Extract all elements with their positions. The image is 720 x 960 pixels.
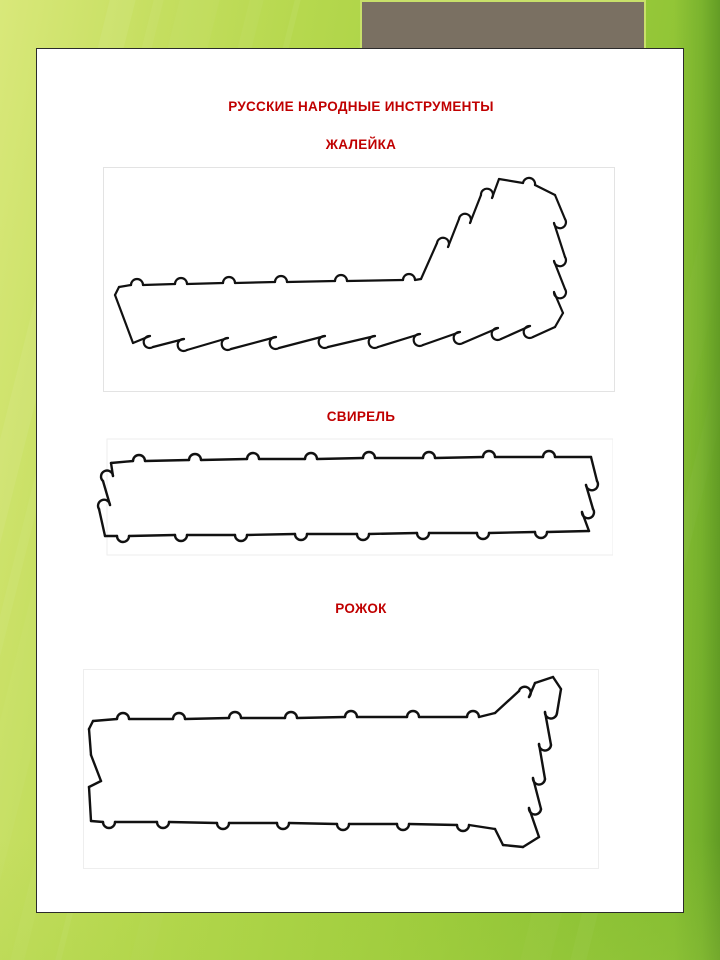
rozhok-outline-figure: [83, 669, 599, 869]
content-sheet: [36, 48, 684, 913]
section-heading-rozhok: РОЖОК: [335, 601, 387, 616]
page-title: РУССКИЕ НАРОДНЫЕ ИНСТРУМЕНТЫ: [228, 99, 494, 114]
zhaleyka-outline-figure: [103, 167, 615, 392]
section-heading-svirel: СВИРЕЛЬ: [326, 409, 396, 424]
svirel-outline-figure: [67, 437, 613, 557]
section-heading-zhaleyka: ЖАЛЕЙКА: [325, 137, 397, 152]
